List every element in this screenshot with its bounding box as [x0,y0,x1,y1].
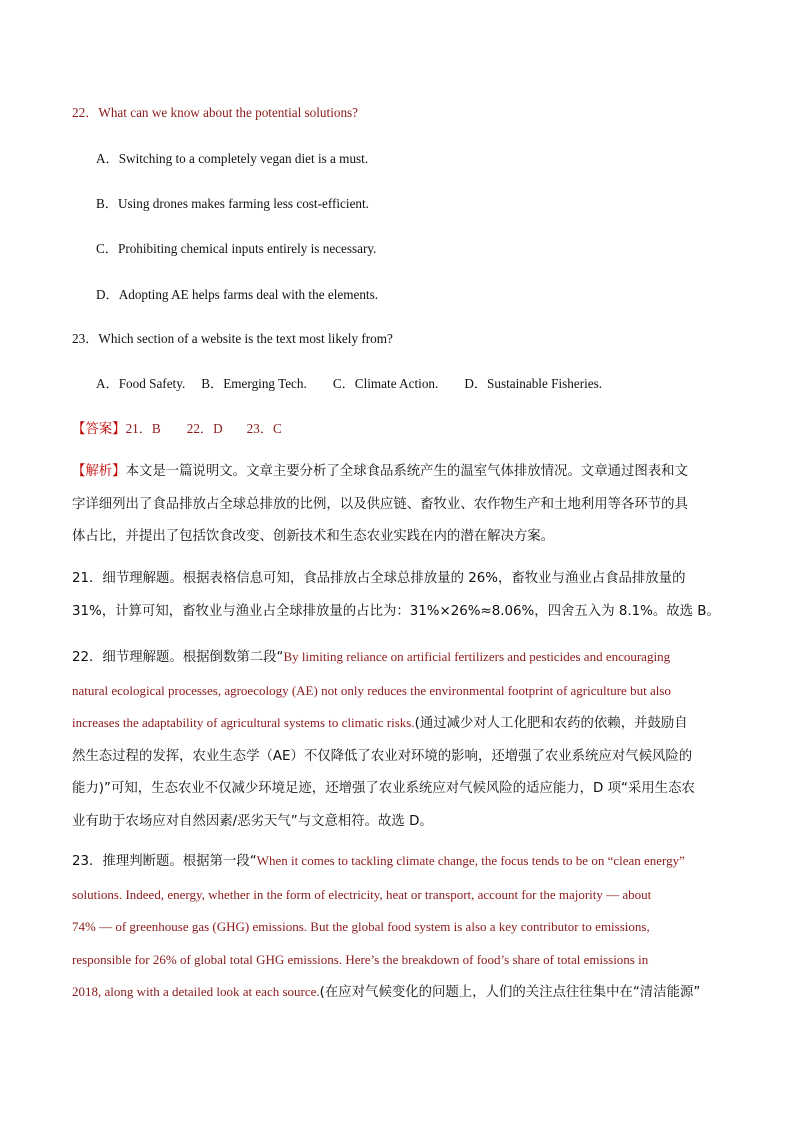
explanation-23-line-4: responsible for 26% of global total GHG emissions. Here’s the breakdown of food’s share of total emissions in [72,951,649,967]
question-23-option-a: A．Food Safety. [96,376,186,391]
question-23-option-d: D．Sustainable Fisheries. [464,376,603,391]
question-22-stem: 22．What can we know about the potential solutions? [72,105,359,120]
explanation-23-line-5: 2018, along with a detailed look at each source.(在应对气候变化的问题上，人们的关注点往往集中在“清洁能源” [72,984,701,1000]
explanation-22-line-2: natural ecological processes, agroecology (AE) not only reduces the environmental footprint of agriculture but also [72,682,671,698]
question-22-option-a: A．Switching to a completely vegan diet is a must. [96,151,369,166]
question-23-stem: 23．Which section of a website is the text most likely from? [72,331,393,346]
analysis-line-1: 【解析】本文是一篇说明文。文章主要分析了全球食品系统产生的温室气体排放情况。文章通过图表和文 [72,464,688,479]
question-22-option-c: C．Prohibiting chemical inputs entirely is necessary. [96,241,377,256]
answer-label: 【答案】 [72,422,126,437]
explanation-23 [72,845,722,1010]
question-23-option-c: C．Climate Action. [332,376,439,391]
explanation-22-line-4: 然生态过程的发挥，农业生态学（AE）不仅降低了农业对环境的影响，还增强了农业系统应对气候风险的 [72,748,693,764]
explanation-21-line-2: 31%，计算可知，畜牧业与渔业占全球排放量的占比为：31%×26%≈8.06%，四舍五入为 8.1%。故选 B。 [72,603,720,619]
analysis-line-2: 字详细列出了食品排放占全球总排放的比例，以及供应链、畜牧业、农作物生产和土地利用等各环节的具 [72,496,688,512]
answer-line [72,418,282,437]
analysis-label: 【解析】 [72,464,126,479]
analysis-paragraph [72,456,722,554]
explanation-23-line-2: solutions. Indeed, energy, whether in the form of electricity, heat or transport, account for the majority — about [72,886,652,902]
answer-23: 23．C [246,421,282,436]
question-23-options [96,373,602,392]
explanation-22-line-6: 业有助于农场应对自然因素/恶劣天气”与文意相符。故选 D。 [72,813,433,829]
question-23-option-b: B．Emerging Tech. [201,376,307,391]
explanation-23-line-1: 23．推理判断题。根据第一段“When it comes to tackling climate change, the focus tends to be on “clean energy” [72,853,685,869]
analysis-line-3: 体占比，并提出了包括饮食改变、创新技术和生态农业实践在内的潜在解决方案。 [72,529,555,544]
answer-22: 22．D [186,421,223,436]
question-22-option-d: D．Adopting AE helps farms deal with the elements. [96,287,379,302]
answer-21: 21．B [125,421,161,436]
explanation-21-line-1: 21．细节理解题。根据表格信息可知，食品排放占全球总排放量的 26%，畜牧业与渔业占食品排放量的 [72,571,686,586]
explanation-22-line-1: 22．细节理解题。根据倒数第二段“By limiting reliance on artificial fertilizers and pesticides and encouraging [72,649,671,665]
question-22-option-b: B．Using drones makes farming less cost-efficient. [96,196,369,211]
explanation-22-line-5: 能力)”可知，生态农业不仅减少环境足迹，还增强了农业系统应对气候风险的适应能力，D 项“采用生态农 [72,781,695,796]
explanation-22 [72,641,722,838]
explanation-21 [72,563,722,628]
explanation-22-line-3: increases the adaptability of agricultural systems to climatic risks.(通过减少对人工化肥和农药的依赖，并鼓励自 [72,715,688,731]
explanation-23-line-3: 74% — of greenhouse gas (GHG) emissions. But the global food system is also a key contributor to emissions, [72,919,650,934]
